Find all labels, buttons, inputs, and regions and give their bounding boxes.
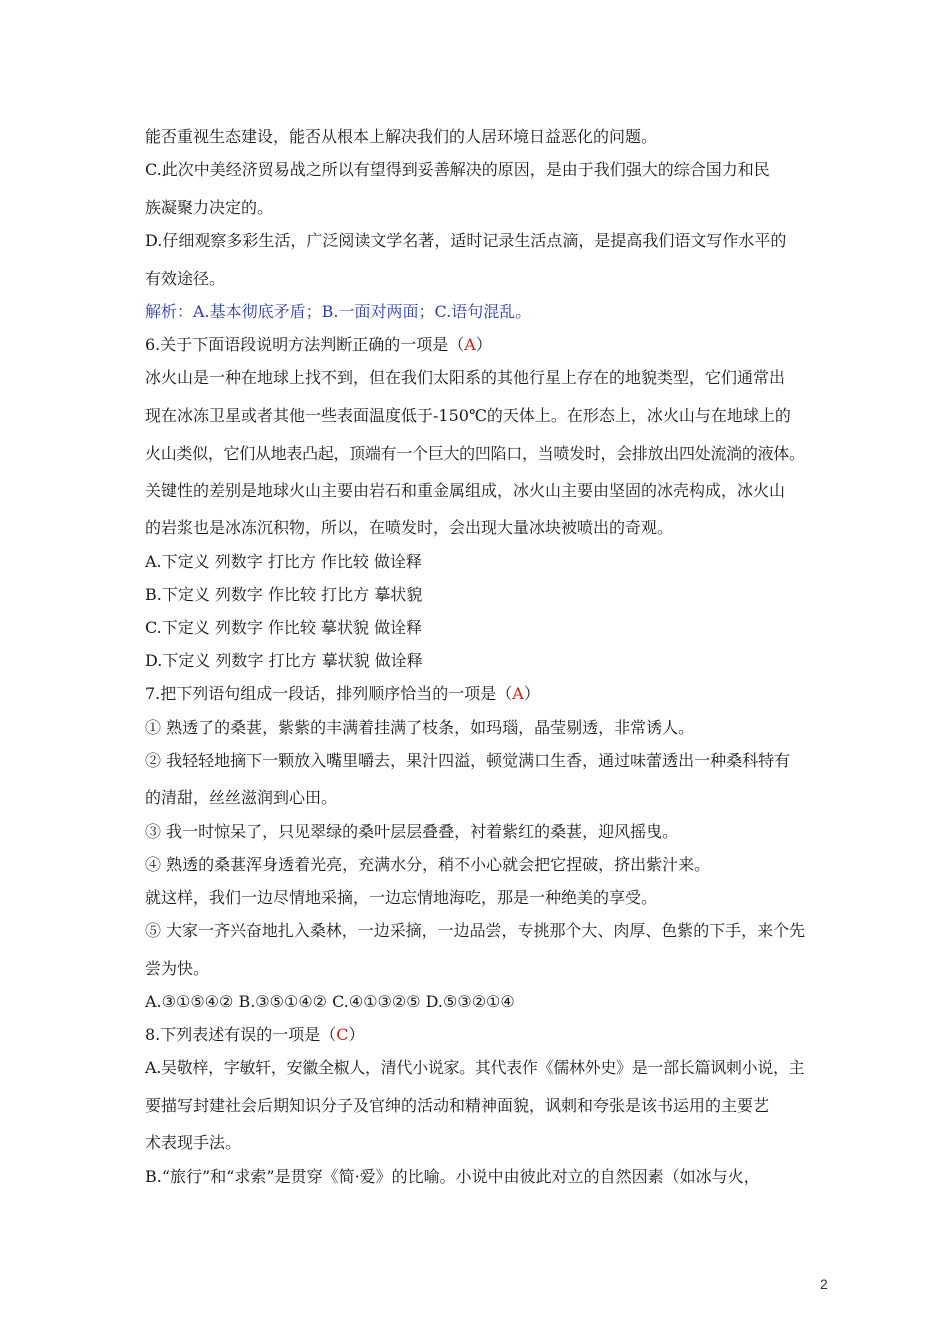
sentence-4: ④ 熟透的桑葚浑身透着光亮，充满水分，稍不小心就会把它捏破，挤出紫汁来。 <box>145 855 711 874</box>
option-c: C.此次中美经济贸易战之所以有望得到妥善解决的原因，是由于我们强大的综合国力和民 <box>145 160 770 179</box>
question-6 <box>145 335 492 355</box>
text-line: 就这样，我们一边尽情地采摘，一边忘情地海吃，那是一种绝美的享受。 <box>145 888 658 907</box>
question-bracket: ） <box>348 1025 365 1044</box>
text-line: 尝为快。 <box>145 959 210 978</box>
answer-mark: C <box>336 1025 349 1044</box>
option-b: B.“旅行”和“求索”是贯穿《简·爱》的比喻。小说中由彼此对立的自然因素（如冰与火， <box>145 1167 760 1186</box>
question-text: 7.把下列语句组成一段话，排列顺序恰当的一项是（ <box>145 684 513 703</box>
question-bracket: ） <box>523 684 540 703</box>
option-b: B.下定义 列数字 作比较 打比方 摹状貌 <box>145 585 423 604</box>
passage-line: 冰火山是一种在地球上找不到，但在我们太阳系的其他行星上存在的地貌类型，它们通常出 <box>145 368 786 387</box>
option-c: C.下定义 列数字 作比较 摹状貌 做诠释 <box>145 618 423 637</box>
answer-mark: A <box>464 335 476 354</box>
analysis: 解析：A.基本彻底矛盾；B.一面对两面；C.语句混乱。 <box>145 302 532 321</box>
sentence-2: ② 我轻轻地摘下一颗放入嘴里嚼去，果汁四溢，顿觉满口生香，通过味蕾透出一种桑科特有 <box>145 751 791 770</box>
question-8 <box>145 1025 365 1045</box>
question-bracket: ） <box>475 335 492 354</box>
passage-line: 关键性的差别是地球火山主要由岩石和重金属组成，冰火山主要由坚固的冰壳构成，冰火山 <box>145 481 786 500</box>
sentence-5: ⑤ 大家一齐兴奋地扎入桑林，一边采摘，一边品尝，专挑那个大、肉厚、色紫的下手，来个先 <box>145 921 806 940</box>
option-a: A.吴敬梓，字敏轩，安徽全椒人，清代小说家。其代表作《儒林外史》是一部长篇讽刺小说，主 <box>145 1058 805 1077</box>
text-line: 有效途径。 <box>145 269 226 288</box>
text-line: 术表现手法。 <box>145 1133 242 1152</box>
sentence-1: ① 熟透了的桑葚，紫紫的丰满着挂满了枝条，如玛瑙，晶莹剔透，非常诱人。 <box>145 718 695 737</box>
text-line: 能否重视生态建设，能否从根本上解决我们的人居环境日益恶化的问题。 <box>145 127 658 146</box>
text-line: 的清甜，丝丝滋润到心田。 <box>145 788 338 807</box>
passage-line: 火山类似，它们从地表凸起，顶端有一个巨大的凹陷口，当喷发时，会排放出四处流淌的液体。 <box>145 444 805 463</box>
options-row: A.③①⑤④② B.③⑤①④② C.④①③②⑤ D.⑤③②①④ <box>145 992 515 1011</box>
question-text: 6.关于下面语段说明方法判断正确的一项是（ <box>145 335 465 354</box>
question-7 <box>145 684 540 704</box>
page-number: 2 <box>820 1276 828 1292</box>
option-a: A.下定义 列数字 打比方 作比较 做诠释 <box>145 552 422 571</box>
sentence-3: ③ 我一时惊呆了，只见翠绿的桑叶层层叠叠，衬着紫红的桑葚，迎风摇曳。 <box>145 822 679 841</box>
answer-mark: A <box>512 684 524 703</box>
text-line: 族凝聚力决定的。 <box>145 198 274 217</box>
text-line: 要描写封建社会后期知识分子及官绅的活动和精神面貌，讽刺和夸张是该书运用的主要艺 <box>145 1096 770 1115</box>
option-d: D.下定义 列数字 打比方 摹状貌 做诠释 <box>145 651 423 670</box>
passage-line: 的岩浆也是冰冻沉积物，所以，在喷发时，会出现大量冰块被喷出的奇观。 <box>145 518 674 537</box>
question-text: 8.下列表述有误的一项是（ <box>145 1025 337 1044</box>
passage-line: 现在冰冻卫星或者其他一些表面温度低于-150℃的天体上。在形态上，冰火山与在地球上的 <box>145 406 791 425</box>
option-d: D.仔细观察多彩生活，广泛阅读文学名著，适时记录生活点滴，是提高我们语文写作水平的 <box>145 231 787 250</box>
